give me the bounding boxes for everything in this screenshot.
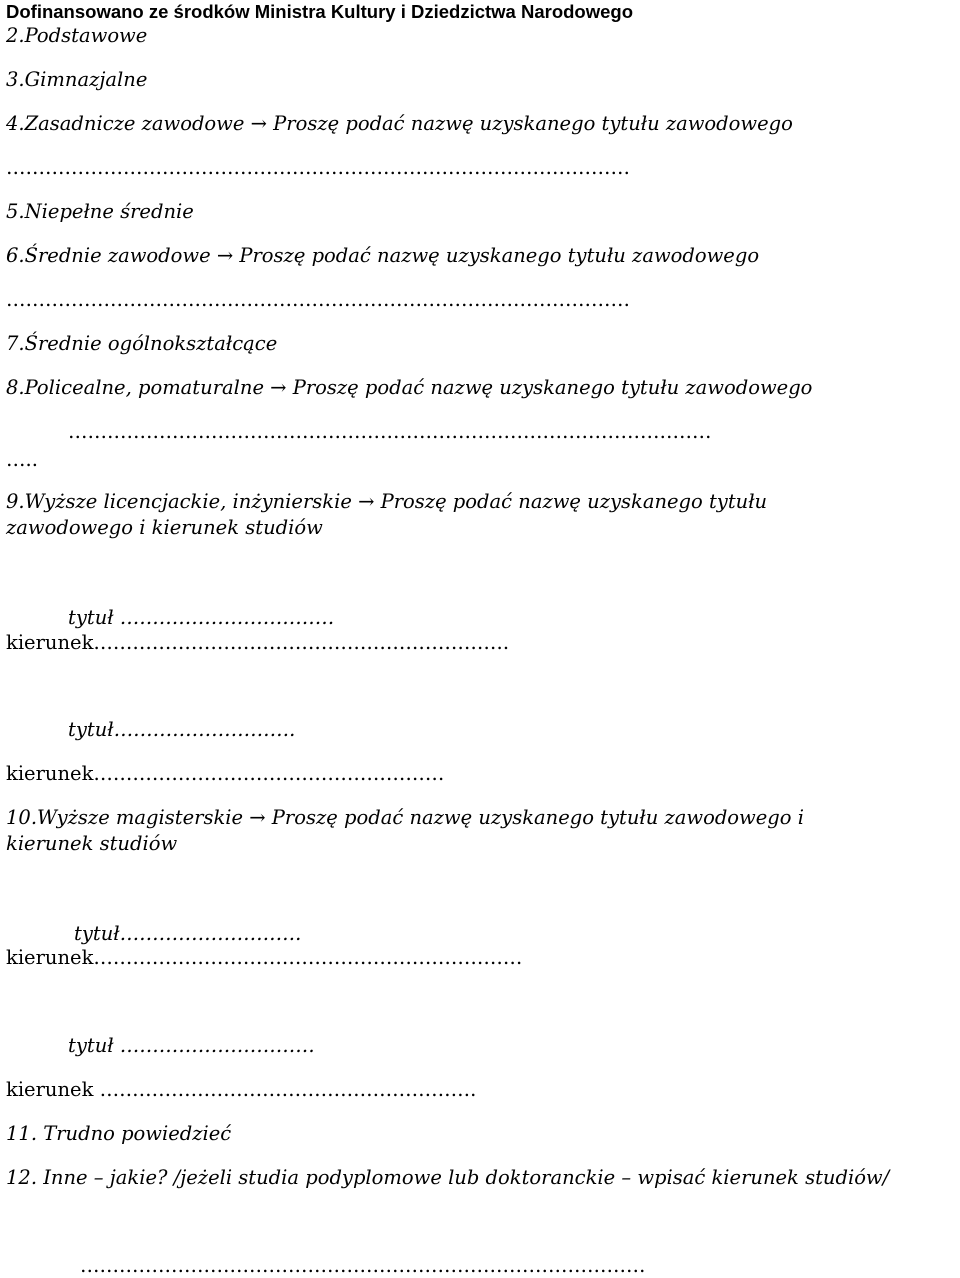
option-10-title-field-1[interactable]: tytuł………………………. [74, 922, 302, 945]
option-10-major-field-1[interactable]: kierunek………………………………………………………… [6, 946, 523, 969]
option-9-major-field-2[interactable]: kierunek……………………………………………… [6, 762, 445, 785]
option-10-major-field-2[interactable]: kierunek …………………………………………………. [6, 1078, 477, 1101]
option-9-cont: zawodowego i kierunek studiów [6, 516, 323, 539]
option-9-major-field-1[interactable]: kierunek………………………………………………………. [6, 631, 510, 654]
option-6-answer-line[interactable]: …………………………………………………………………………………… [6, 288, 630, 311]
option-12: 12. Inne – jakie? /jeżeli studia podyplomowe lub doktoranckie – wpisać kierunek studiów/ [6, 1166, 890, 1189]
option-9-title-field-1[interactable]: tytuł …………………………… [68, 606, 335, 629]
option-8: 8.Policealne, pomaturalne → Proszę podać nazwę uzyskanego tytułu zawodowego [6, 376, 813, 399]
option-9: 9.Wyższe licencjackie, inżynierskie → Proszę podać nazwę uzyskanego tytułu [6, 490, 768, 513]
option-2: 2.Podstawowe [6, 24, 148, 47]
option-5: 5.Niepełne średnie [6, 200, 194, 223]
option-10-title-field-2[interactable]: tytuł ………………………… [68, 1034, 315, 1057]
option-3: 3.Gimnazjalne [6, 68, 148, 91]
option-10-cont: kierunek studiów [6, 832, 178, 855]
funding-header: Dofinansowano ze środków Ministra Kultury i Dziedzictwa Narodowego [6, 1, 634, 22]
option-10: 10.Wyższe magisterskie → Proszę podać nazwę uzyskanego tytułu zawodowego i [6, 806, 804, 829]
option-9-title-field-2[interactable]: tytuł………………………. [68, 718, 296, 741]
option-12-answer-line[interactable]: …………………………………………………………………………… [80, 1254, 646, 1277]
option-7: 7.Średnie ogólnokształcące [6, 332, 278, 355]
option-11: 11. Trudno powiedzieć [6, 1122, 232, 1145]
option-8-answer-line[interactable]: ……………………………………………………………………………………… [68, 420, 712, 443]
option-4-answer-line[interactable]: …………………………………………………………………………………… [6, 156, 630, 179]
option-6: 6.Średnie zawodowe → Proszę podać nazwę uzyskanego tytułu zawodowego [6, 244, 760, 267]
option-4: 4.Zasadnicze zawodowe → Proszę podać nazwę uzyskanego tytułu zawodowego [6, 112, 793, 135]
option-8-answer-line-cont: ….. [6, 448, 38, 471]
